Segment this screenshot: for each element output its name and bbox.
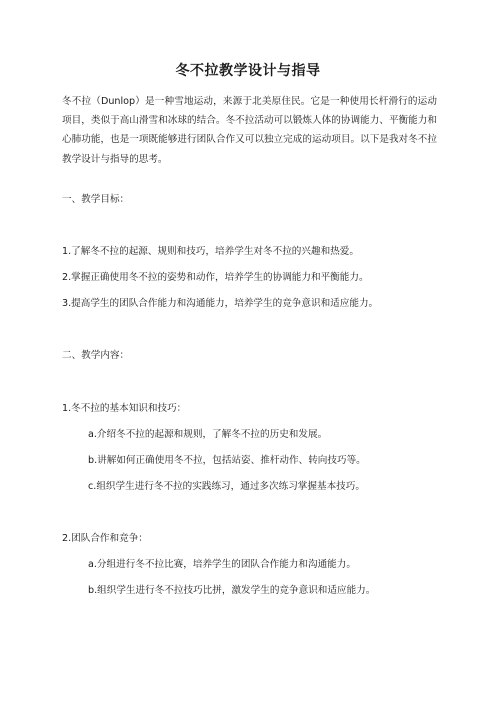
goal-item-3: 3.提高学生的团队合作能力和沟通能力，培养学生的竞争意识和适应能力。 (62, 298, 379, 309)
content-part1-item-a: a.介绍冬不拉的起源和规则，了解冬不拉的历史和发展。 (88, 429, 328, 440)
content-part1-item-b: b.讲解如何正确使用冬不拉，包括站姿、推杆动作、转向技巧等。 (88, 455, 366, 466)
section-heading-goals: 一、教学目标： (62, 194, 130, 205)
document-title: 冬不拉教学设计与指导 (175, 63, 321, 79)
section-heading-content: 二、教学内容： (62, 350, 130, 361)
goal-item-1: 1.了解冬不拉的起源、规则和技巧，培养学生对冬不拉的兴趣和热爱。 (62, 246, 359, 257)
content-part1-item-c: c.组织学生进行冬不拉的实践练习，通过多次练习掌握基本技巧。 (88, 481, 365, 492)
content-part1-title: 1.冬不拉的基本知识和技巧： (62, 403, 187, 414)
content-part2-item-a: a.分组进行冬不拉比赛，培养学生的团队合作能力和沟通能力。 (88, 559, 356, 570)
intro-paragraph: 冬不拉（Dunlop）是一种雪地运动，来源于北美原住民。它是一种使用长杆滑行的运动项目，类似于高山滑雪和冰球的结合。冬不拉活动可以锻炼人体的协调能力、平衡能力和心肺功能，也是一项既能够进行团队合作又可以独立完成的运动项目。以下是我对冬不拉教学设计与指导的思考。 (62, 96, 437, 165)
content-part2-item-b: b.组织学生进行冬不拉技巧比拼，激发学生的竞争意识和适应能力。 (88, 585, 376, 596)
content-part2-title: 2.团队合作和竞争： (62, 533, 148, 544)
goal-item-2: 2.掌握正确使用冬不拉的姿势和动作，培养学生的协调能力和平衡能力。 (62, 272, 369, 283)
